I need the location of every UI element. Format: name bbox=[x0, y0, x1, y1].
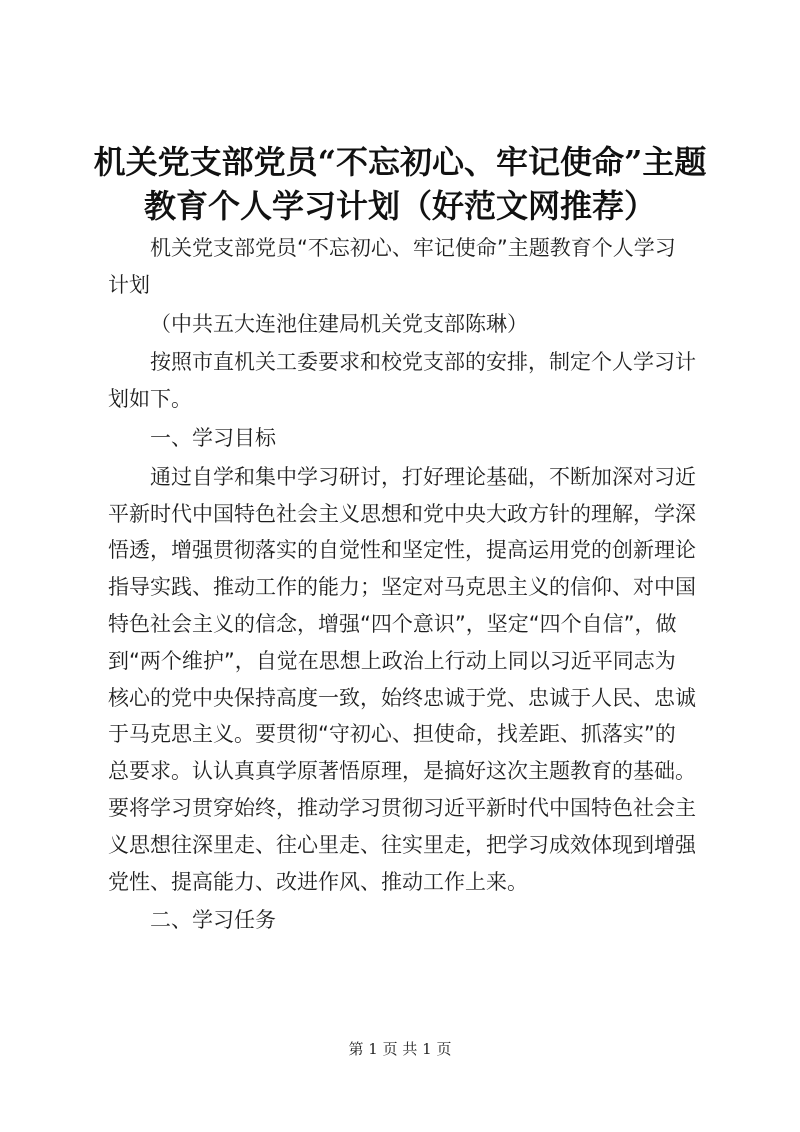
paragraph-line: 按照市直机关工委要求和校党支部的安排，制定个人学习计 bbox=[150, 350, 696, 375]
paragraph-line: 悟透，增强贯彻落实的自觉性和坚定性，提高运用党的创新理论 bbox=[108, 538, 696, 563]
paragraph-line: 划如下。 bbox=[108, 387, 192, 412]
paragraph-line: 计划 bbox=[108, 272, 150, 297]
paragraph-line: （中共五大连池住建局机关党支部陈琳） bbox=[150, 311, 528, 336]
paragraph-line: 到“两个维护”，自觉在思想上政治上行动上同以习近平同志为 bbox=[108, 648, 676, 673]
paragraph-line: 义思想往深里走、往心里走、往实里走，把学习成效体现到增强 bbox=[108, 832, 696, 857]
paragraph-line: 要将学习贯穿始终，推动学习贯彻习近平新时代中国特色社会主 bbox=[108, 795, 696, 820]
paragraph-line: 指导实践、推动工作的能力；坚定对马克思主义的信仰、对中国 bbox=[108, 575, 696, 600]
section-heading: 一、学习目标 bbox=[150, 425, 276, 450]
paragraph-line: 平新时代中国特色社会主义思想和党中央大政方针的理解，学深 bbox=[108, 501, 696, 526]
paragraph-line: 于马克思主义。要贯彻“守初心、担使命，找差距、抓落实”的 bbox=[108, 722, 676, 747]
paragraph-intro bbox=[108, 344, 716, 418]
paragraph-line: 党性、提高能力、改进作风、推动工作上来。 bbox=[108, 869, 528, 894]
paragraph-line: 总要求。认认真真学原著悟原理，是搞好这次主题教育的基础。 bbox=[108, 759, 696, 784]
paragraph-line: 通过自学和集中学习研讨，打好理论基础，不断加深对习近 bbox=[150, 464, 696, 489]
section-heading-tasks bbox=[108, 902, 716, 939]
section-heading: 二、学习任务 bbox=[150, 908, 276, 933]
section-heading-goals bbox=[108, 420, 716, 457]
paragraph-author bbox=[108, 306, 716, 343]
document-body bbox=[108, 230, 716, 939]
document-title bbox=[60, 140, 740, 228]
page-footer: 第 1 页 共 1 页 bbox=[348, 1040, 452, 1058]
title-line-1: 机关党支部党员“不忘初心、牢记使命”主题 bbox=[93, 143, 707, 181]
paragraph-goals bbox=[108, 459, 716, 901]
paragraph-line: 机关党支部党员“不忘初心、牢记使命”主题教育个人学习 bbox=[150, 236, 676, 260]
paragraph-line: 特色社会主义的信念，增强“四个意识”，坚定“四个自信”，做 bbox=[108, 611, 677, 636]
paragraph-subtitle bbox=[108, 230, 716, 304]
title-line-2: 教育个人学习计划（好范文网推荐） bbox=[143, 187, 656, 225]
paragraph-line: 核心的党中央保持高度一致，始终忠诚于党、忠诚于人民、忠诚 bbox=[108, 685, 696, 710]
